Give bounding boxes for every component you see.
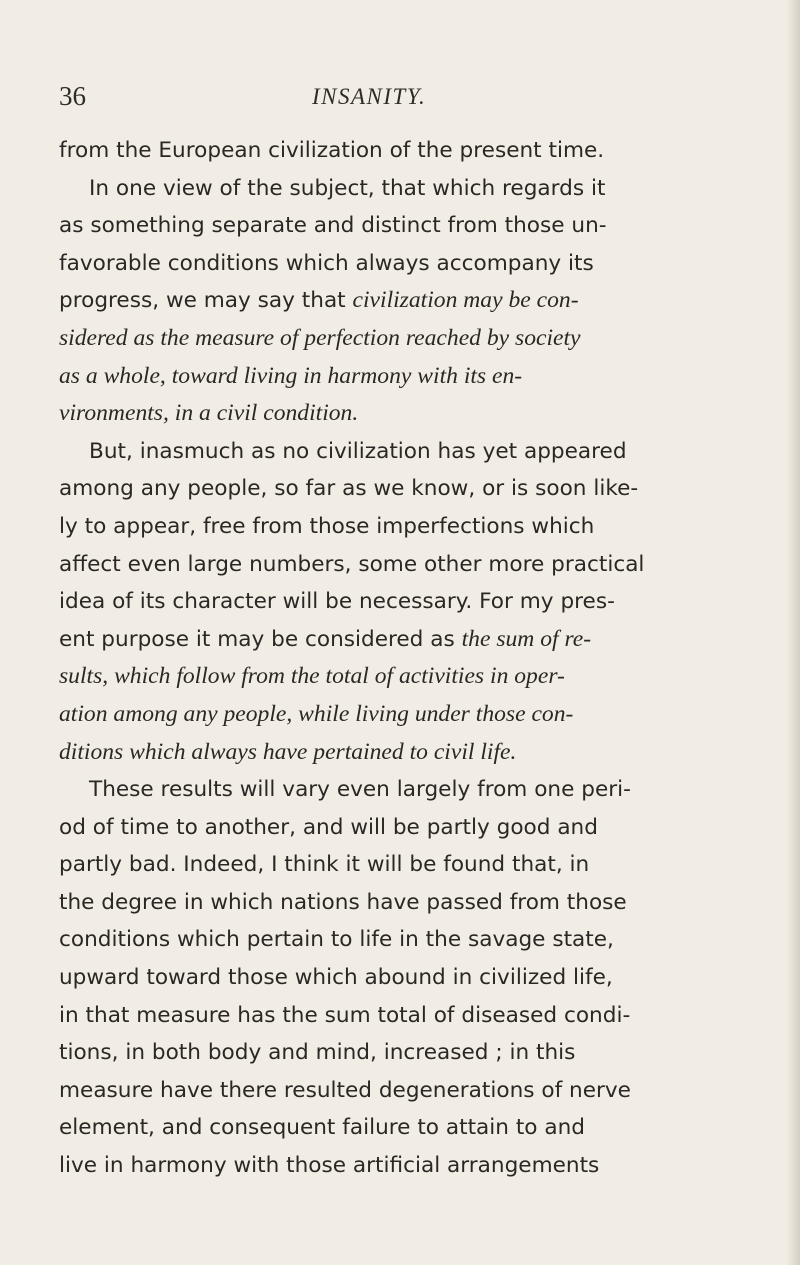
- text-line: In one view of the subject, that which regards it: [89, 175, 606, 201]
- text-line: affect even large numbers, some other more practical: [59, 551, 645, 577]
- text-line: These results will vary even largely from one peri-: [89, 777, 631, 803]
- text-line-italic: sidered as the measure of perfection reached by society: [59, 324, 581, 351]
- text-line: as something separate and distinct from those un-: [59, 213, 607, 239]
- text-line: among any people, so far as we know, or is soon like-: [59, 476, 639, 502]
- text-line: element, and consequent failure to attain to and: [59, 1115, 585, 1141]
- running-head: INSANITY.: [312, 84, 427, 109]
- text-segment-roman: ent purpose it may be considered as: [59, 626, 462, 652]
- text-line: conditions which pertain to life in the savage state,: [59, 927, 614, 953]
- text-line: [59, 621, 749, 659]
- text-line-italic: ditions which always have pertained to civil life.: [59, 738, 517, 765]
- text-line: measure have there resulted degenerations of nerve: [59, 1077, 631, 1103]
- text-segment-roman: progress, we may say that: [59, 288, 353, 314]
- text-line: tions, in both body and mind, increased ; in this: [59, 1040, 576, 1066]
- page-number: 36: [59, 81, 86, 111]
- text-line: favorable conditions which always accompany its: [59, 250, 594, 276]
- text-line-italic: as a whole, toward living in harmony with its en-: [59, 362, 523, 389]
- text-line: live in harmony with those artificial arrangements: [59, 1153, 600, 1179]
- text-line: partly bad. Indeed, I think it will be found that, in: [59, 852, 590, 878]
- text-line: idea of its character will be necessary. For my pres-: [59, 589, 615, 615]
- text-line: upward toward those which abound in civilized life,: [59, 965, 613, 991]
- page-edge-shadow: [786, 0, 800, 1265]
- text-segment-italic: the sum of re-: [461, 625, 592, 652]
- text-line-italic: sults, which follow from the total of activities in oper-: [59, 663, 565, 690]
- text-line-italic: vironments, in a civil condition.: [59, 400, 359, 427]
- text-line: od of time to another, and will be partly good and: [59, 814, 598, 840]
- text-segment-italic: civilization may be con-: [352, 287, 579, 314]
- text-line: from the European civilization of the present time.: [59, 138, 605, 163]
- text-line: [59, 282, 749, 320]
- text-line-italic: ation among any people, while living under those con-: [59, 700, 574, 727]
- text-line: ly to appear, free from those imperfections which: [59, 513, 595, 539]
- text-line: But, inasmuch as no civilization has yet appeared: [89, 438, 627, 464]
- body-text: [59, 132, 749, 1185]
- text-line: the degree in which nations have passed from those: [59, 889, 627, 915]
- text-line: in that measure has the sum total of diseased condi-: [59, 1002, 631, 1028]
- page-header: [59, 78, 739, 114]
